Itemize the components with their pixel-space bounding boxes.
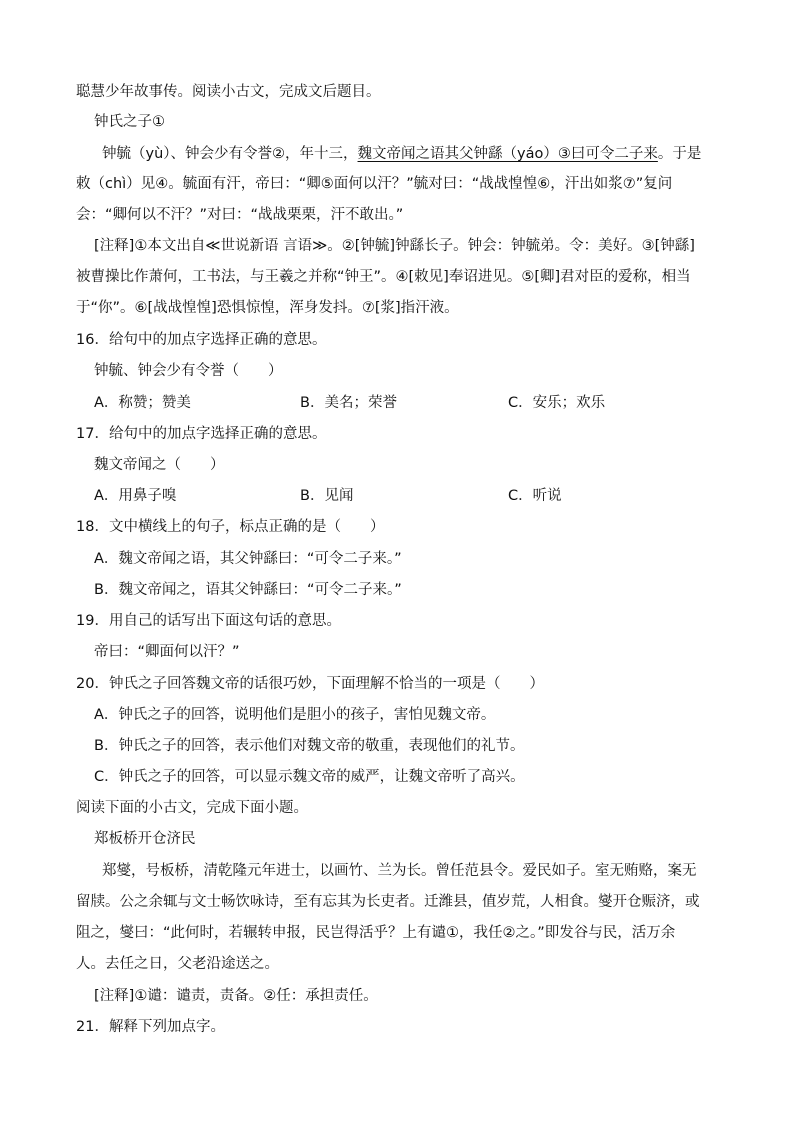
reading2-intro: 阅读下面的小古文，完成下面小题。 (76, 800, 308, 816)
passage1-title: 钟氏之子① (94, 114, 165, 130)
q17-sentence: 魏文帝闻之（ ） (94, 457, 225, 473)
underlined-sentence: 魏文帝闻之语其父钟繇（yáo）③曰可令二子来 (357, 146, 658, 162)
q18-option-a[interactable]: A．魏文帝闻之语，其父钟繇曰：“可令二子来。” (94, 551, 402, 567)
q19-sentence: 帝曰：“卿面何以汗？” (94, 644, 240, 660)
q20-option-a[interactable]: A．钟氏之子的回答，说明他们是胆小的孩子，害怕见魏文帝。 (94, 707, 496, 723)
q17-option-a[interactable]: A．用鼻子嗅 (94, 488, 177, 504)
passage1-note-2: 被曹操比作萧何，工书法，与王羲之并称“钟王”。④[敕见]奉诏进见。⑤[卿]君对臣的爱称，相当 (76, 269, 691, 285)
passage1-line-1-prefix: 钟毓（yù）、钟会少有令誉②，年十三， (102, 146, 358, 162)
q20-stem: 20．钟氏之子回答魏文帝的话很巧妙，下面理解不恰当的一项是（ ） (76, 676, 544, 692)
q20-option-c[interactable]: C．钟氏之子的回答，可以显示魏文帝的威严，让魏文帝听了高兴。 (94, 769, 525, 785)
passage2-line-2: 留牍。公之余辄与文士畅饮咏诗，至有忘其为长吏者。迁潍县，值岁荒，人相食。燮开仓赈济，或 (76, 894, 700, 910)
q16-option-b[interactable]: B．美名；荣誉 (300, 395, 397, 411)
q20-option-b[interactable]: B．钟氏之子的回答，表示他们对魏文帝的敬重，表现他们的礼节。 (94, 738, 525, 754)
passage2-title: 郑板桥开仓济民 (94, 831, 196, 847)
q16-option-c[interactable]: C．安乐；欢乐 (508, 395, 606, 411)
q19-stem: 19．用自己的话写出下面这句话的意思。 (76, 613, 341, 629)
q16-stem: 16．给句中的加点字选择正确的意思。 (76, 332, 327, 348)
q21-stem: 21．解释下列加点字。 (76, 1019, 225, 1035)
passage1-note-1: [注释]①本文出自≪世说新语 言语≫。②[钟毓]钟繇长子。钟会：钟毓弟。令：美好。③[钟繇] (94, 238, 695, 254)
passage1-line-1-suffix: 。于是 (657, 146, 702, 162)
intro-line: 聪慧少年故事传。阅读小古文，完成文后题目。 (76, 84, 381, 100)
q17-stem: 17．给句中的加点字选择正确的意思。 (76, 426, 327, 442)
passage1-line-1 (102, 144, 701, 164)
q16-option-a[interactable]: A．称赞；赞美 (94, 395, 191, 411)
passage1-line-2: 敕（chì）见④。毓面有汗，帝曰：“卿⑤面何以汗？”毓对曰：“战战惶惶⑥，汗出如浆⑦”复问 (76, 176, 673, 192)
q18-stem: 18．文中横线上的句子，标点正确的是（ ） (76, 519, 385, 535)
q18-option-b[interactable]: B．魏文帝闻之，语其父钟繇曰：“可令二子来。” (94, 582, 402, 598)
q17-option-c[interactable]: C．听说 (508, 488, 562, 504)
passage1-line-3: 会：“卿何以不汗？”对曰：“战战栗栗，汗不敢出。” (76, 207, 404, 223)
passage2-line-3: 阻之，燮曰：“此何时，若辗转申报，民岂得活乎？上有谴①，我任②之。”即发谷与民，活万余 (76, 925, 676, 941)
q17-option-b[interactable]: B．见闻 (300, 488, 354, 504)
passage1-note-3: 于“你”。⑥[战战惶惶]恐惧惊惶，浑身发抖。⑦[浆]指汗液。 (76, 300, 459, 316)
q16-sentence: 钟毓、钟会少有令誉（ ） (94, 363, 283, 379)
passage2-note: [注释]①谴：谴责，责备。②任：承担责任。 (94, 988, 378, 1004)
passage2-line-1: 郑燮，号板桥，清乾隆元年进士，以画竹、兰为长。曾任范县令。爱民如子。室无贿赂，案无 (102, 863, 697, 879)
passage2-line-4: 人。去任之日，父老沿途送之。 (76, 956, 279, 972)
